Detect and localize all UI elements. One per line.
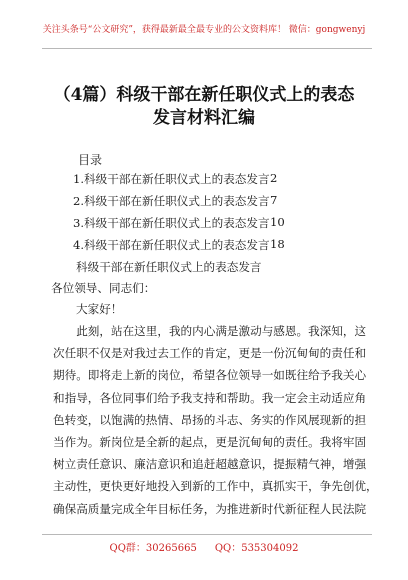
document-title-line-1: （4篇）科级干部在新任职仪式上的表态 <box>53 85 355 105</box>
toc-item[interactable] <box>73 215 313 237</box>
body-paragraph <box>53 320 378 520</box>
toc-item-page: 7 <box>270 193 278 207</box>
toc-item-page: 10 <box>270 215 285 229</box>
header-promo-note: 关注头条号“公文研究”，获得最新最全最专业的公文资料库！ 微信：gongwenyj <box>42 25 366 35</box>
footer-qq-group: QQ群：30265665 <box>109 543 197 554</box>
toc-item-page: 2 <box>270 171 278 185</box>
toc-item-label: 3.科级干部在新任职仪式上的表态发言 <box>73 216 270 230</box>
document-title-line-2: 发言材料汇编 <box>153 108 255 128</box>
paragraph-line: 主动性，更快更好地投入到新的工作中，真抓实干，争先创优， <box>53 479 378 494</box>
toc-item-label: 2.科级干部在新任职仪式上的表态发言 <box>73 194 270 208</box>
toc-item[interactable] <box>73 237 313 259</box>
header-divider <box>42 48 372 49</box>
greeting: 大家好！ <box>76 302 123 316</box>
footer-divider <box>42 534 372 535</box>
section-title: 科级干部在新任职仪式上的表态发言 <box>76 260 262 274</box>
footer-contact <box>0 539 408 554</box>
paragraph-line: 和指导，各位同事们给予我支持和帮助。我一定会主动适应角 <box>53 390 367 405</box>
toc-item-page: 18 <box>270 237 285 251</box>
toc-item[interactable] <box>73 171 313 193</box>
paragraph-line: 树立责任意识、廉洁意识和追赶超越意识，提振精气神，增强 <box>53 457 367 472</box>
paragraph-line: 当作为。新岗位是全新的起点，更是沉甸甸的责任。我将牢固 <box>53 435 367 450</box>
toc-item-label: 1.科级干部在新任职仪式上的表态发言 <box>73 172 270 186</box>
toc-heading: 目录 <box>78 153 103 167</box>
table-of-contents <box>73 171 313 259</box>
document-title <box>0 84 408 130</box>
paragraph-line: 色转变，以饱满的热情、昂扬的斗志、务实的作风展现新的担 <box>53 412 367 427</box>
paragraph-line: 此刻，站在这里，我的内心满是激动与感恩。我深知，这 <box>53 324 367 338</box>
footer-qq: QQ：535304092 <box>214 543 299 554</box>
paragraph-line: 期待。即将走上新的岗位，希望各位领导一如既往给予我关心 <box>53 368 367 383</box>
salutation: 各位领导、同志们： <box>51 281 156 295</box>
toc-item-label: 4.科级干部在新任职仪式上的表态发言 <box>73 238 270 252</box>
toc-item[interactable] <box>73 193 313 215</box>
paragraph-line: 次任职不仅是对我过去工作的肯定，更是一份沉甸甸的责任和 <box>53 346 367 361</box>
paragraph-line: 确保高质量完成全年目标任务，为推进新时代新征程人民法院 <box>53 501 367 516</box>
